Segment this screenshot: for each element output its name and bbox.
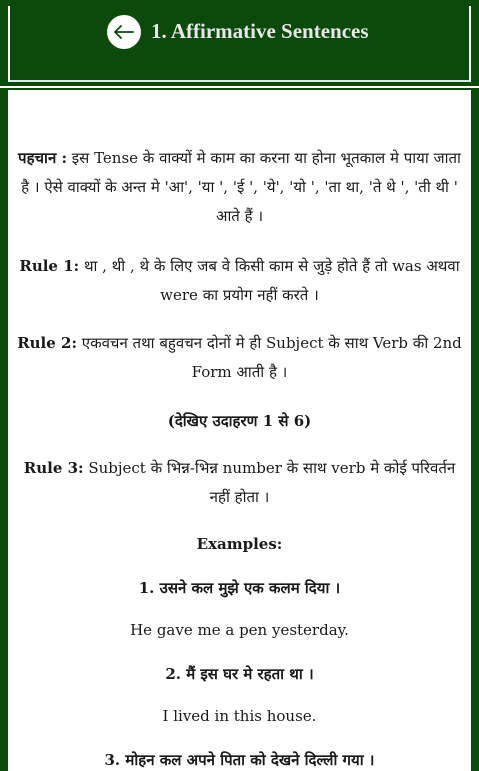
rule-2-paragraph [12, 329, 467, 387]
identification-label: पहचान : [18, 149, 68, 167]
rule-2-text: एकवचन तथा बहुवचन दोनों मे ही Subject के साथ Verb की 2nd Form आती है । [77, 334, 462, 381]
example-1-english: He gave me a pen yesterday. [130, 621, 349, 639]
identification-paragraph [12, 144, 467, 231]
lesson-content [8, 90, 471, 771]
see-examples-note: (देखिए उदाहरण 1 से 6) [167, 412, 312, 430]
back-button[interactable] [107, 15, 141, 49]
rule-3-text: Subject के भिन्न-भिन्न number के साथ verb मे कोई परिवर्तन नहीं होता । [83, 459, 456, 506]
identification-text: इस Tense के वाक्यों मे काम का करना या होना भूतकाल मे पाया जाता है । ऐसे वाक्यों के अन्त मे 'आ', 'या ', 'ई ', 'ये', 'यो ', 'ता था, 'ते थे ', 'ती थी ' आते हैं । [21, 149, 461, 225]
rule-1-text: था , थी , थे के लिए जब वे किसी काम से जुड़े होते हैं तो was अथवा were का प्रयोग नहीं करते । [79, 257, 460, 304]
example-1-hindi: 1. उसने कल मुझे एक कलम दिया । [138, 579, 341, 597]
rule-1-label: Rule 1: [19, 257, 80, 275]
example-2-english: I lived in this house. [162, 707, 317, 725]
example-2-hindi: 2. मैं इस घर मे रहता था । [165, 665, 314, 683]
app-header [0, 0, 479, 88]
examples-heading: Examples: [196, 535, 283, 553]
rule-2-label: Rule 2: [17, 334, 77, 352]
example-3-hindi: 3. मोहन कल अपने पिता को देखने दिल्ली गया । [104, 751, 375, 769]
page-title: 1. Affirmative Sentences [151, 19, 369, 43]
rule-1-paragraph [12, 252, 467, 310]
rule-3-label: Rule 3: [23, 459, 84, 477]
rule-3-paragraph [12, 454, 467, 512]
arrow-left-icon [114, 25, 134, 39]
